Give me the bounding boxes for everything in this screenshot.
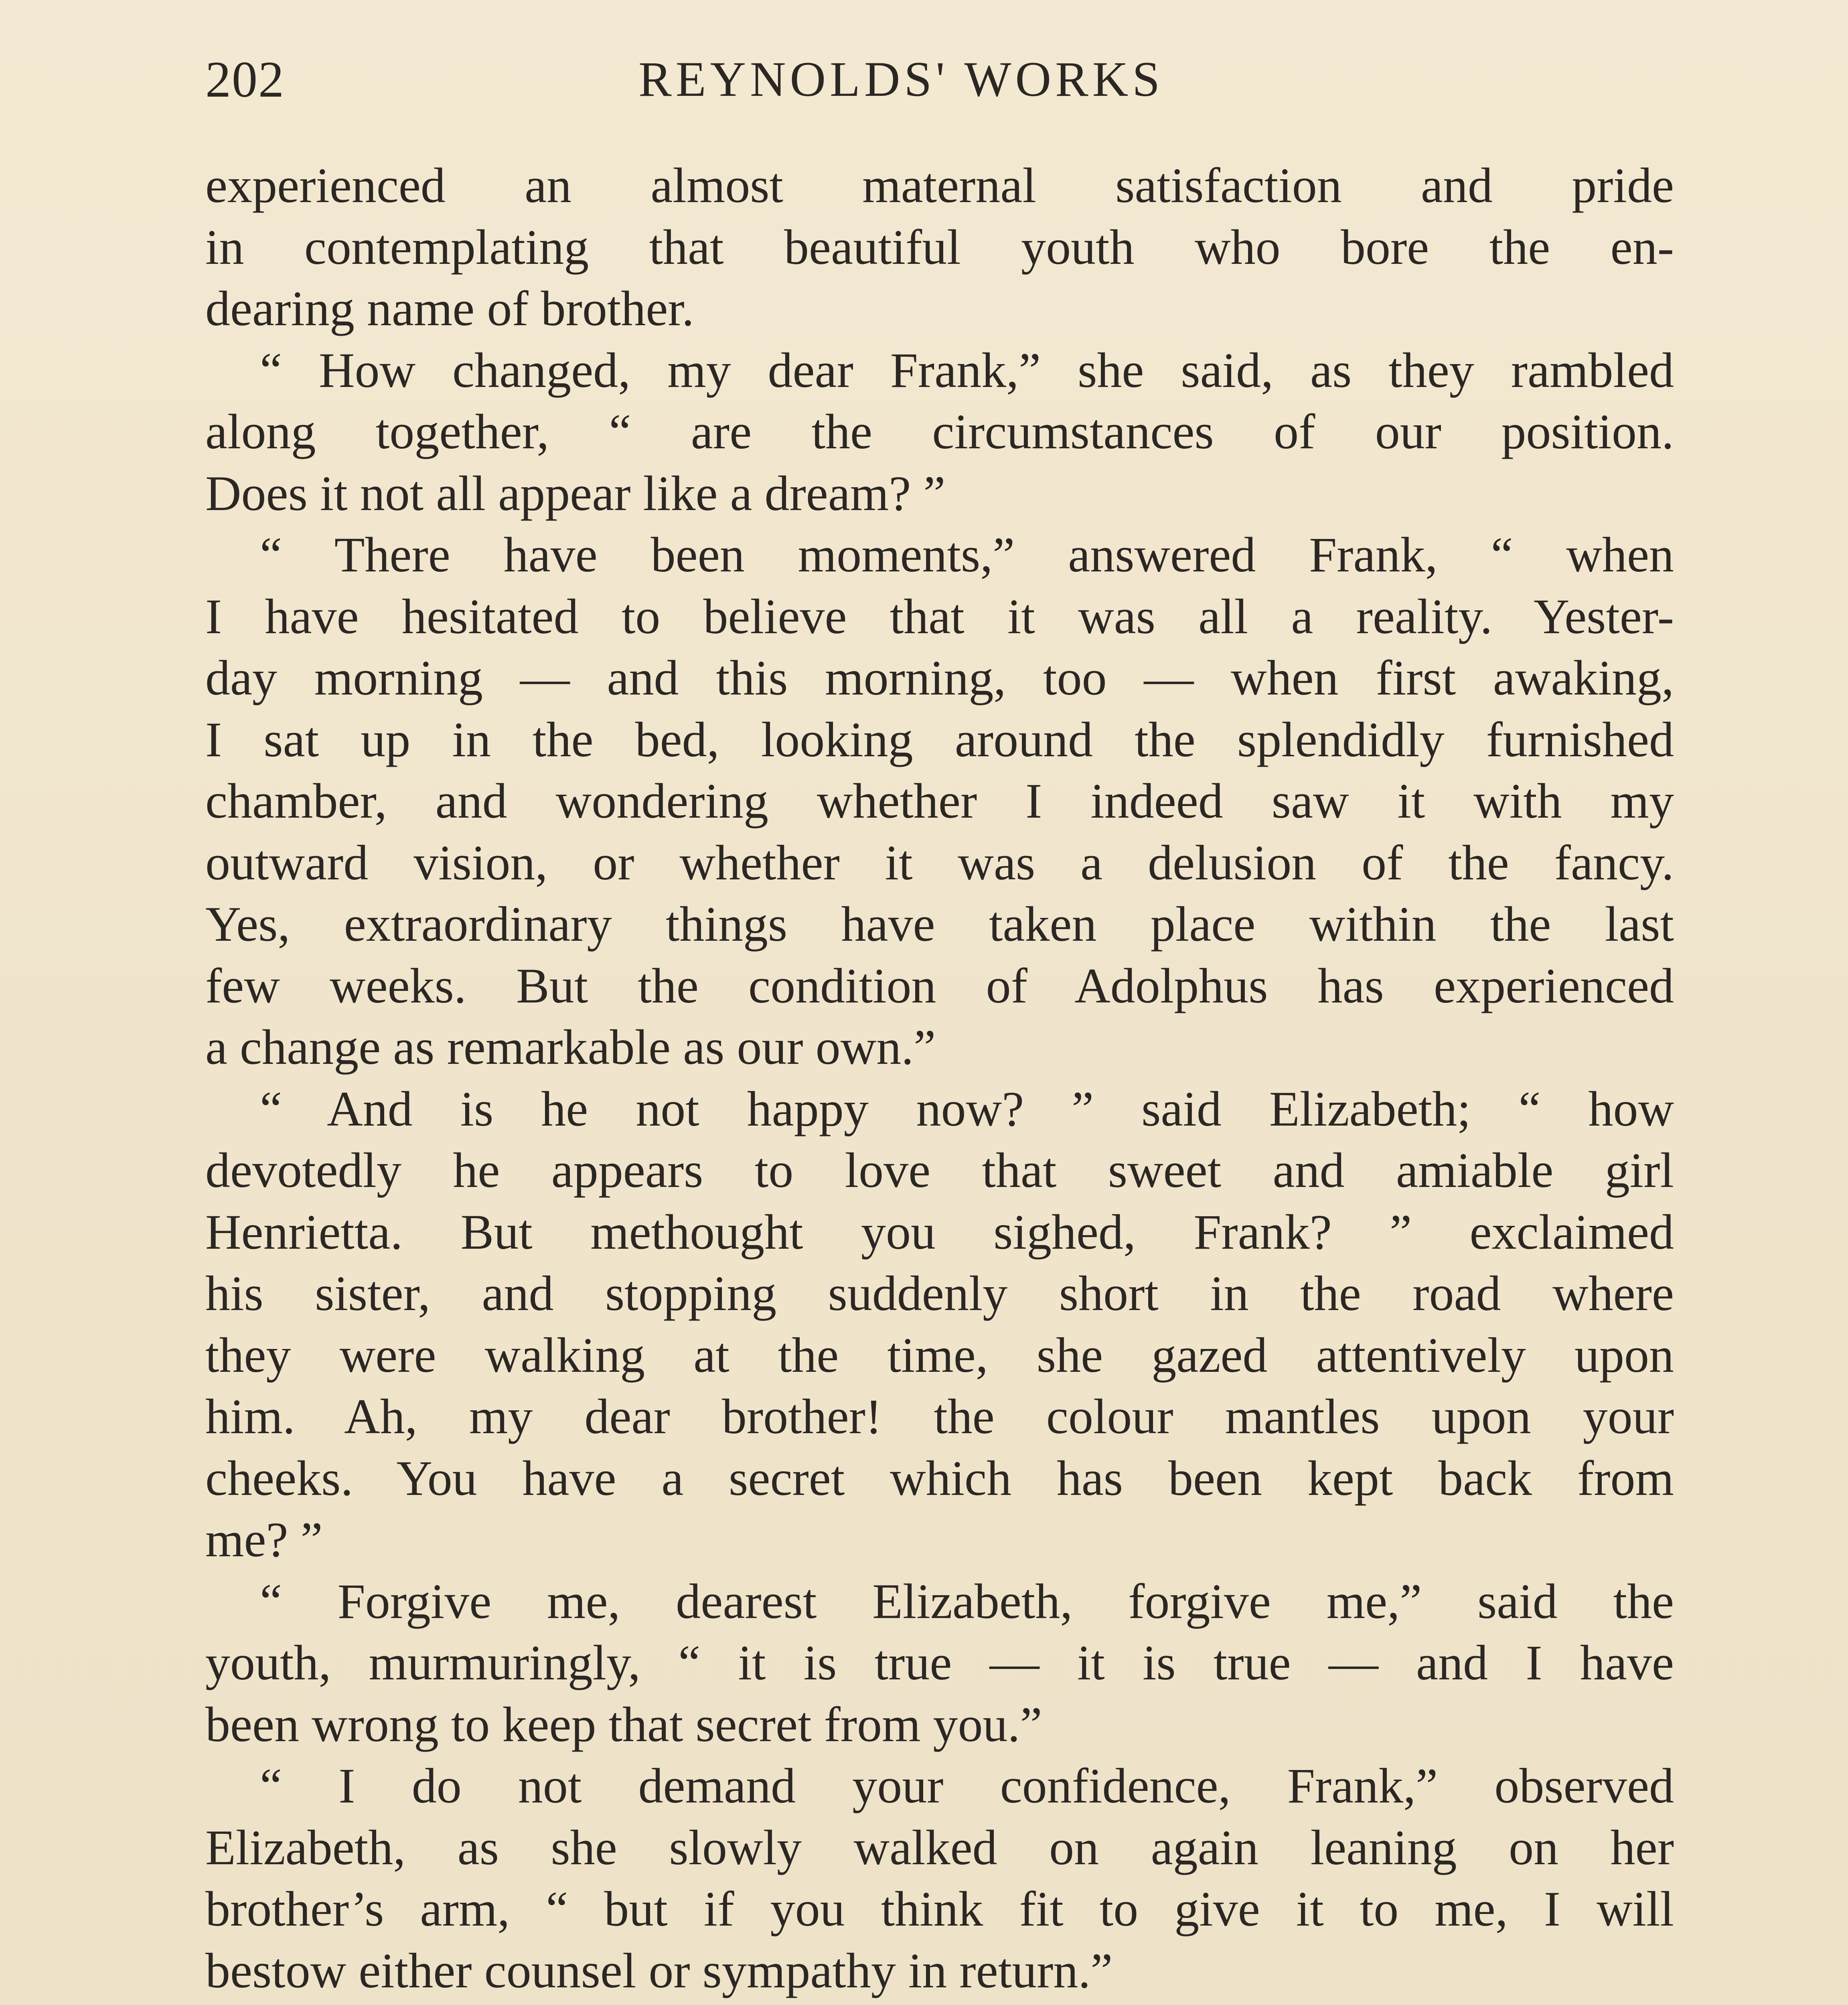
text-line: his sister, and stopping suddenly short in the road where	[205, 1266, 1674, 1321]
text-line: “ There have been moments,” answered Frank, “ when	[260, 527, 1674, 582]
text-line: in contemplating that beautiful youth who bore the en-	[205, 219, 1674, 275]
text-line: youth, murmuringly, “ it is true — it is true — and I have	[205, 1635, 1674, 1690]
text-line: outward vision, or whether it was a delusion of the fancy.	[205, 835, 1674, 890]
text-line: bestow either counsel or sympathy in return.”	[205, 1943, 1113, 1998]
text-line: along together, “ are the circumstances of our position.	[205, 404, 1674, 459]
body-text	[205, 155, 1674, 2005]
text-line: few weeks. But the condition of Adolphus has experienced	[205, 958, 1674, 1013]
text-line	[205, 2001, 1674, 2005]
text-line: dearing name of brother.	[205, 281, 694, 336]
text-line: a change as remarkable as our own.”	[205, 1020, 936, 1075]
text-line: cheeks. You have a secret which has been kept back from	[205, 1450, 1674, 1506]
running-head: REYNOLDS' WORKS	[638, 52, 1164, 107]
text-line: Elizabeth, as she slowly walked on again leaning on her	[205, 1820, 1674, 1875]
text-line: they were walking at the time, she gazed attentively upon	[205, 1327, 1674, 1383]
text-line: “ How changed, my dear Frank,” she said, as they rambled	[260, 342, 1674, 398]
text-line: Henrietta. But methought you sighed, Frank? ” exclaimed	[205, 1204, 1674, 1260]
text-line: experienced an almost maternal satisfaction and pride	[205, 158, 1674, 213]
page-number: 202	[205, 51, 285, 108]
text-line: “ And is he not happy now? ” said Elizabeth; “ how	[260, 1081, 1674, 1136]
text-line: Does it not all appear like a dream? ”	[205, 466, 946, 521]
text-line: “ I do not demand your confidence, Frank,” observed	[260, 1758, 1674, 1813]
text-line: him. Ah, my dear brother! the colour mantles upon your	[205, 1389, 1674, 1444]
text-line: devotedly he appears to love that sweet and amiable girl	[205, 1143, 1674, 1198]
text-line: I sat up in the bed, looking around the splendidly furnished	[205, 712, 1674, 767]
text-line: I have hesitated to believe that it was all a reality. Yester-	[205, 589, 1674, 644]
text-line: been wrong to keep that secret from you.”	[205, 1697, 1042, 1752]
text-line: “ Forgive me, dearest Elizabeth, forgive me,” said the	[260, 1574, 1674, 1629]
text-line: brother’s arm, “ but if you think fit to give it to me, I will	[205, 1881, 1674, 1936]
page-header	[205, 47, 1673, 111]
text-line: chamber, and wondering whether I indeed saw it with my	[205, 774, 1674, 828]
text-line: Yes, extraordinary things have taken place within the last	[205, 897, 1674, 952]
text-line: day morning — and this morning, too — when first awaking,	[205, 650, 1674, 705]
text-line: me? ”	[205, 1512, 323, 1567]
